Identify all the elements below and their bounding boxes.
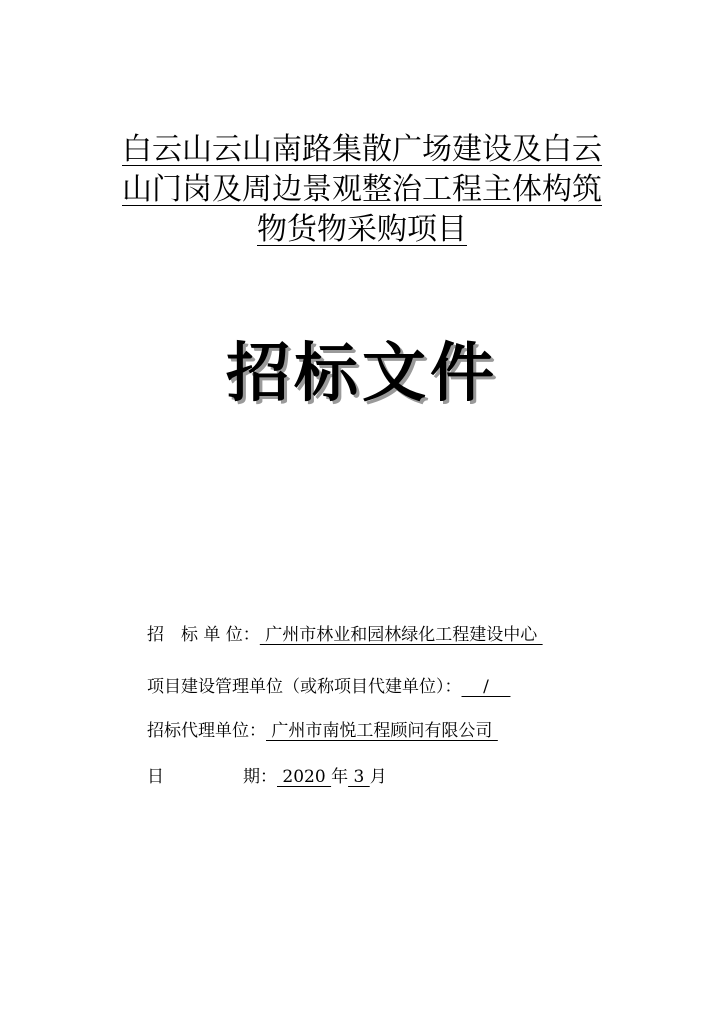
agent-label: 招标代理单位： (147, 721, 266, 741)
project-title-line-text: 白云山云山南路集散广场建设及白云 (122, 132, 602, 167)
project-title-line-text: 物货物采购项目 (257, 212, 467, 247)
document-type-heading: 招标文件 (226, 337, 498, 411)
agent-row (147, 720, 667, 742)
tenderer-label: 招 标 单 位： (147, 625, 260, 645)
date-month-unit: 月 (369, 767, 387, 787)
tenderer-row (147, 624, 667, 646)
project-title (80, 130, 644, 250)
tenderer-value: 广州市林业和园林绿化工程建设中心 (259, 625, 543, 645)
date-row (147, 766, 667, 788)
management-unit-row (147, 676, 667, 698)
date-label-first-char: 日 (147, 767, 164, 787)
project-title-line (80, 210, 644, 250)
date-label-rest: 期： (243, 767, 277, 787)
date-year-unit: 年 (331, 767, 349, 787)
management-unit-value: / (461, 677, 511, 697)
project-title-line (80, 170, 644, 210)
date-year: 2020 (277, 767, 332, 787)
project-title-line (80, 130, 644, 170)
date-month: 3 (348, 767, 370, 787)
agent-value: 广州市南悦工程顾问有限公司 (266, 721, 498, 741)
project-title-line-text: 山门岗及周边景观整治工程主体构筑 (122, 172, 602, 207)
management-unit-label: 项目建设管理单位（或称项目代建单位）： (147, 677, 462, 697)
